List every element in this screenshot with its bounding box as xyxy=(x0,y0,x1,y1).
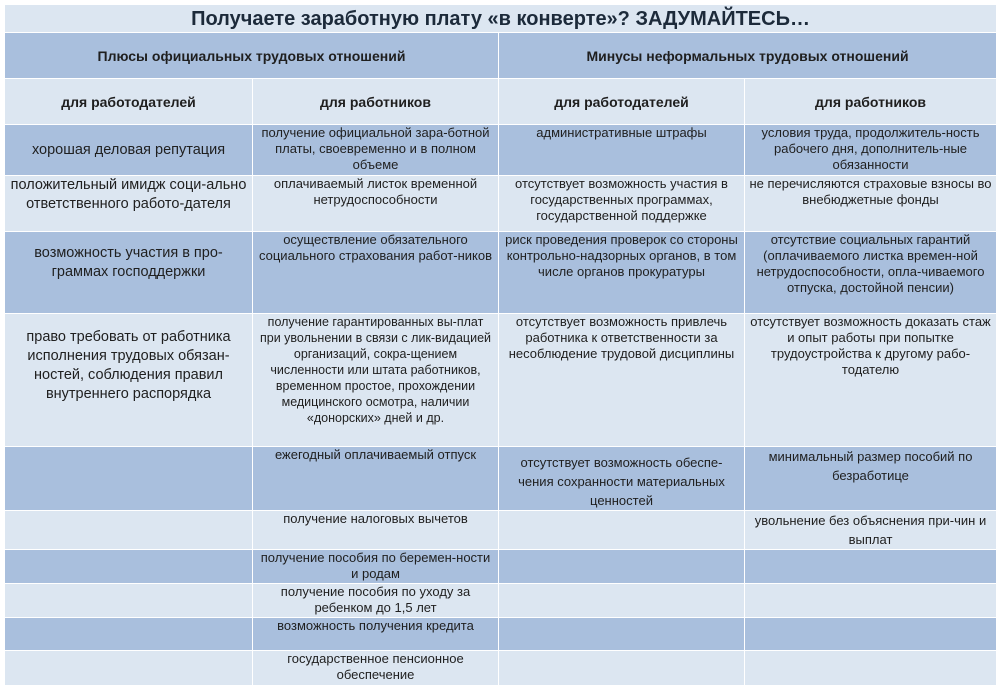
comparison-table xyxy=(4,4,997,686)
table-row xyxy=(5,447,997,511)
table-cell xyxy=(745,584,997,618)
subheader-row xyxy=(5,79,997,125)
subheader-employers-minuses: для работодателей xyxy=(499,79,745,125)
table-row xyxy=(5,232,997,314)
table-cell: отсутствует возможность привлечь работника к ответственности за несоблюдение трудовой дисциплины xyxy=(499,314,745,447)
title-row xyxy=(5,5,997,33)
pluses-header: Плюсы официальных трудовых отношений xyxy=(5,33,499,79)
minuses-header: Минусы неформальных трудовых отношений xyxy=(499,33,997,79)
subheader-employers-pluses: для работодателей xyxy=(5,79,253,125)
table-cell xyxy=(5,584,253,618)
table-cell: условия труда, продолжитель-ность рабочего дня, дополнитель-ные обязанности xyxy=(745,125,997,176)
table-cell: получение налоговых вычетов xyxy=(253,511,499,550)
table-cell: оплачиваемый листок временной нетрудоспособности xyxy=(253,176,499,232)
table-cell: получение пособия по уходу за ребенком до 1,5 лет xyxy=(253,584,499,618)
table-cell xyxy=(5,550,253,584)
table-row xyxy=(5,125,997,176)
table-row xyxy=(5,176,997,232)
table-cell xyxy=(499,550,745,584)
table-cell: увольнение без объяснения при-чин и выплат xyxy=(745,511,997,550)
table-cell xyxy=(5,447,253,511)
table-cell: риск проведения проверок со стороны контрольно-надзорных органов, в том числе органов прокуратуры xyxy=(499,232,745,314)
table-cell: получение официальной зара-ботной платы, своевременно и в полном объеме xyxy=(253,125,499,176)
table-cell: положительный имидж соци-ально ответственного работо-дателя xyxy=(5,176,253,232)
table-row xyxy=(5,618,997,651)
page-title: Получаете заработную плату «в конверте»? ЗАДУМАЙТЕСЬ… xyxy=(5,5,997,33)
table-row xyxy=(5,651,997,686)
group-header-row xyxy=(5,33,997,79)
table-cell: возможность участия в про-граммах господдержки xyxy=(5,232,253,314)
table-cell xyxy=(5,618,253,651)
table-row xyxy=(5,314,997,447)
table-cell: отсутствует возможность участия в государственных программах, государственной поддержке xyxy=(499,176,745,232)
table-row xyxy=(5,511,997,550)
table-cell xyxy=(499,584,745,618)
table-cell xyxy=(745,550,997,584)
subheader-workers-pluses: для работников xyxy=(253,79,499,125)
table-cell: возможность получения кредита xyxy=(253,618,499,651)
table-cell: административные штрафы xyxy=(499,125,745,176)
table-cell: право требовать от работника исполнения трудовых обязан-ностей, соблюдения правил внутреннего распорядка xyxy=(5,314,253,447)
table-cell: осуществление обязательного социального страхования работ-ников xyxy=(253,232,499,314)
table-cell xyxy=(5,511,253,550)
table-cell xyxy=(499,618,745,651)
table-cell xyxy=(499,651,745,686)
table-cell: отсутствует возможность доказать стаж и опыт работы при попытке трудоустройства к другому рабо-тодателю xyxy=(745,314,997,447)
table-cell: отсутствие социальных гарантий (оплачиваемого листка времен-ной нетрудоспособности, опла-чиваемого отпуска, достойной пенсии) xyxy=(745,232,997,314)
table-cell: отсутствует возможность обеспе-чения сохранности материальных ценностей xyxy=(499,447,745,511)
subheader-workers-minuses: для работников xyxy=(745,79,997,125)
table-cell xyxy=(499,511,745,550)
table-cell: не перечисляются страховые взносы во внебюджетные фонды xyxy=(745,176,997,232)
table-cell: ежегодный оплачиваемый отпуск xyxy=(253,447,499,511)
table-cell: государственное пенсионное обеспечение xyxy=(253,651,499,686)
table-row xyxy=(5,584,997,618)
table-cell: хорошая деловая репутация xyxy=(5,125,253,176)
table-cell: минимальный размер пособий по безработице xyxy=(745,447,997,511)
table-cell: получение пособия по беремен-ности и родам xyxy=(253,550,499,584)
table-row xyxy=(5,550,997,584)
table-cell: получение гарантированных вы-плат при увольнении в связи с лик-видацией организаций, сокра-щением численности или штата работников, временном простое, прохождении медицинского осмотра, наличии «донорских» дней и др. xyxy=(253,314,499,447)
table-cell xyxy=(745,651,997,686)
table-cell xyxy=(745,618,997,651)
table-cell xyxy=(5,651,253,686)
